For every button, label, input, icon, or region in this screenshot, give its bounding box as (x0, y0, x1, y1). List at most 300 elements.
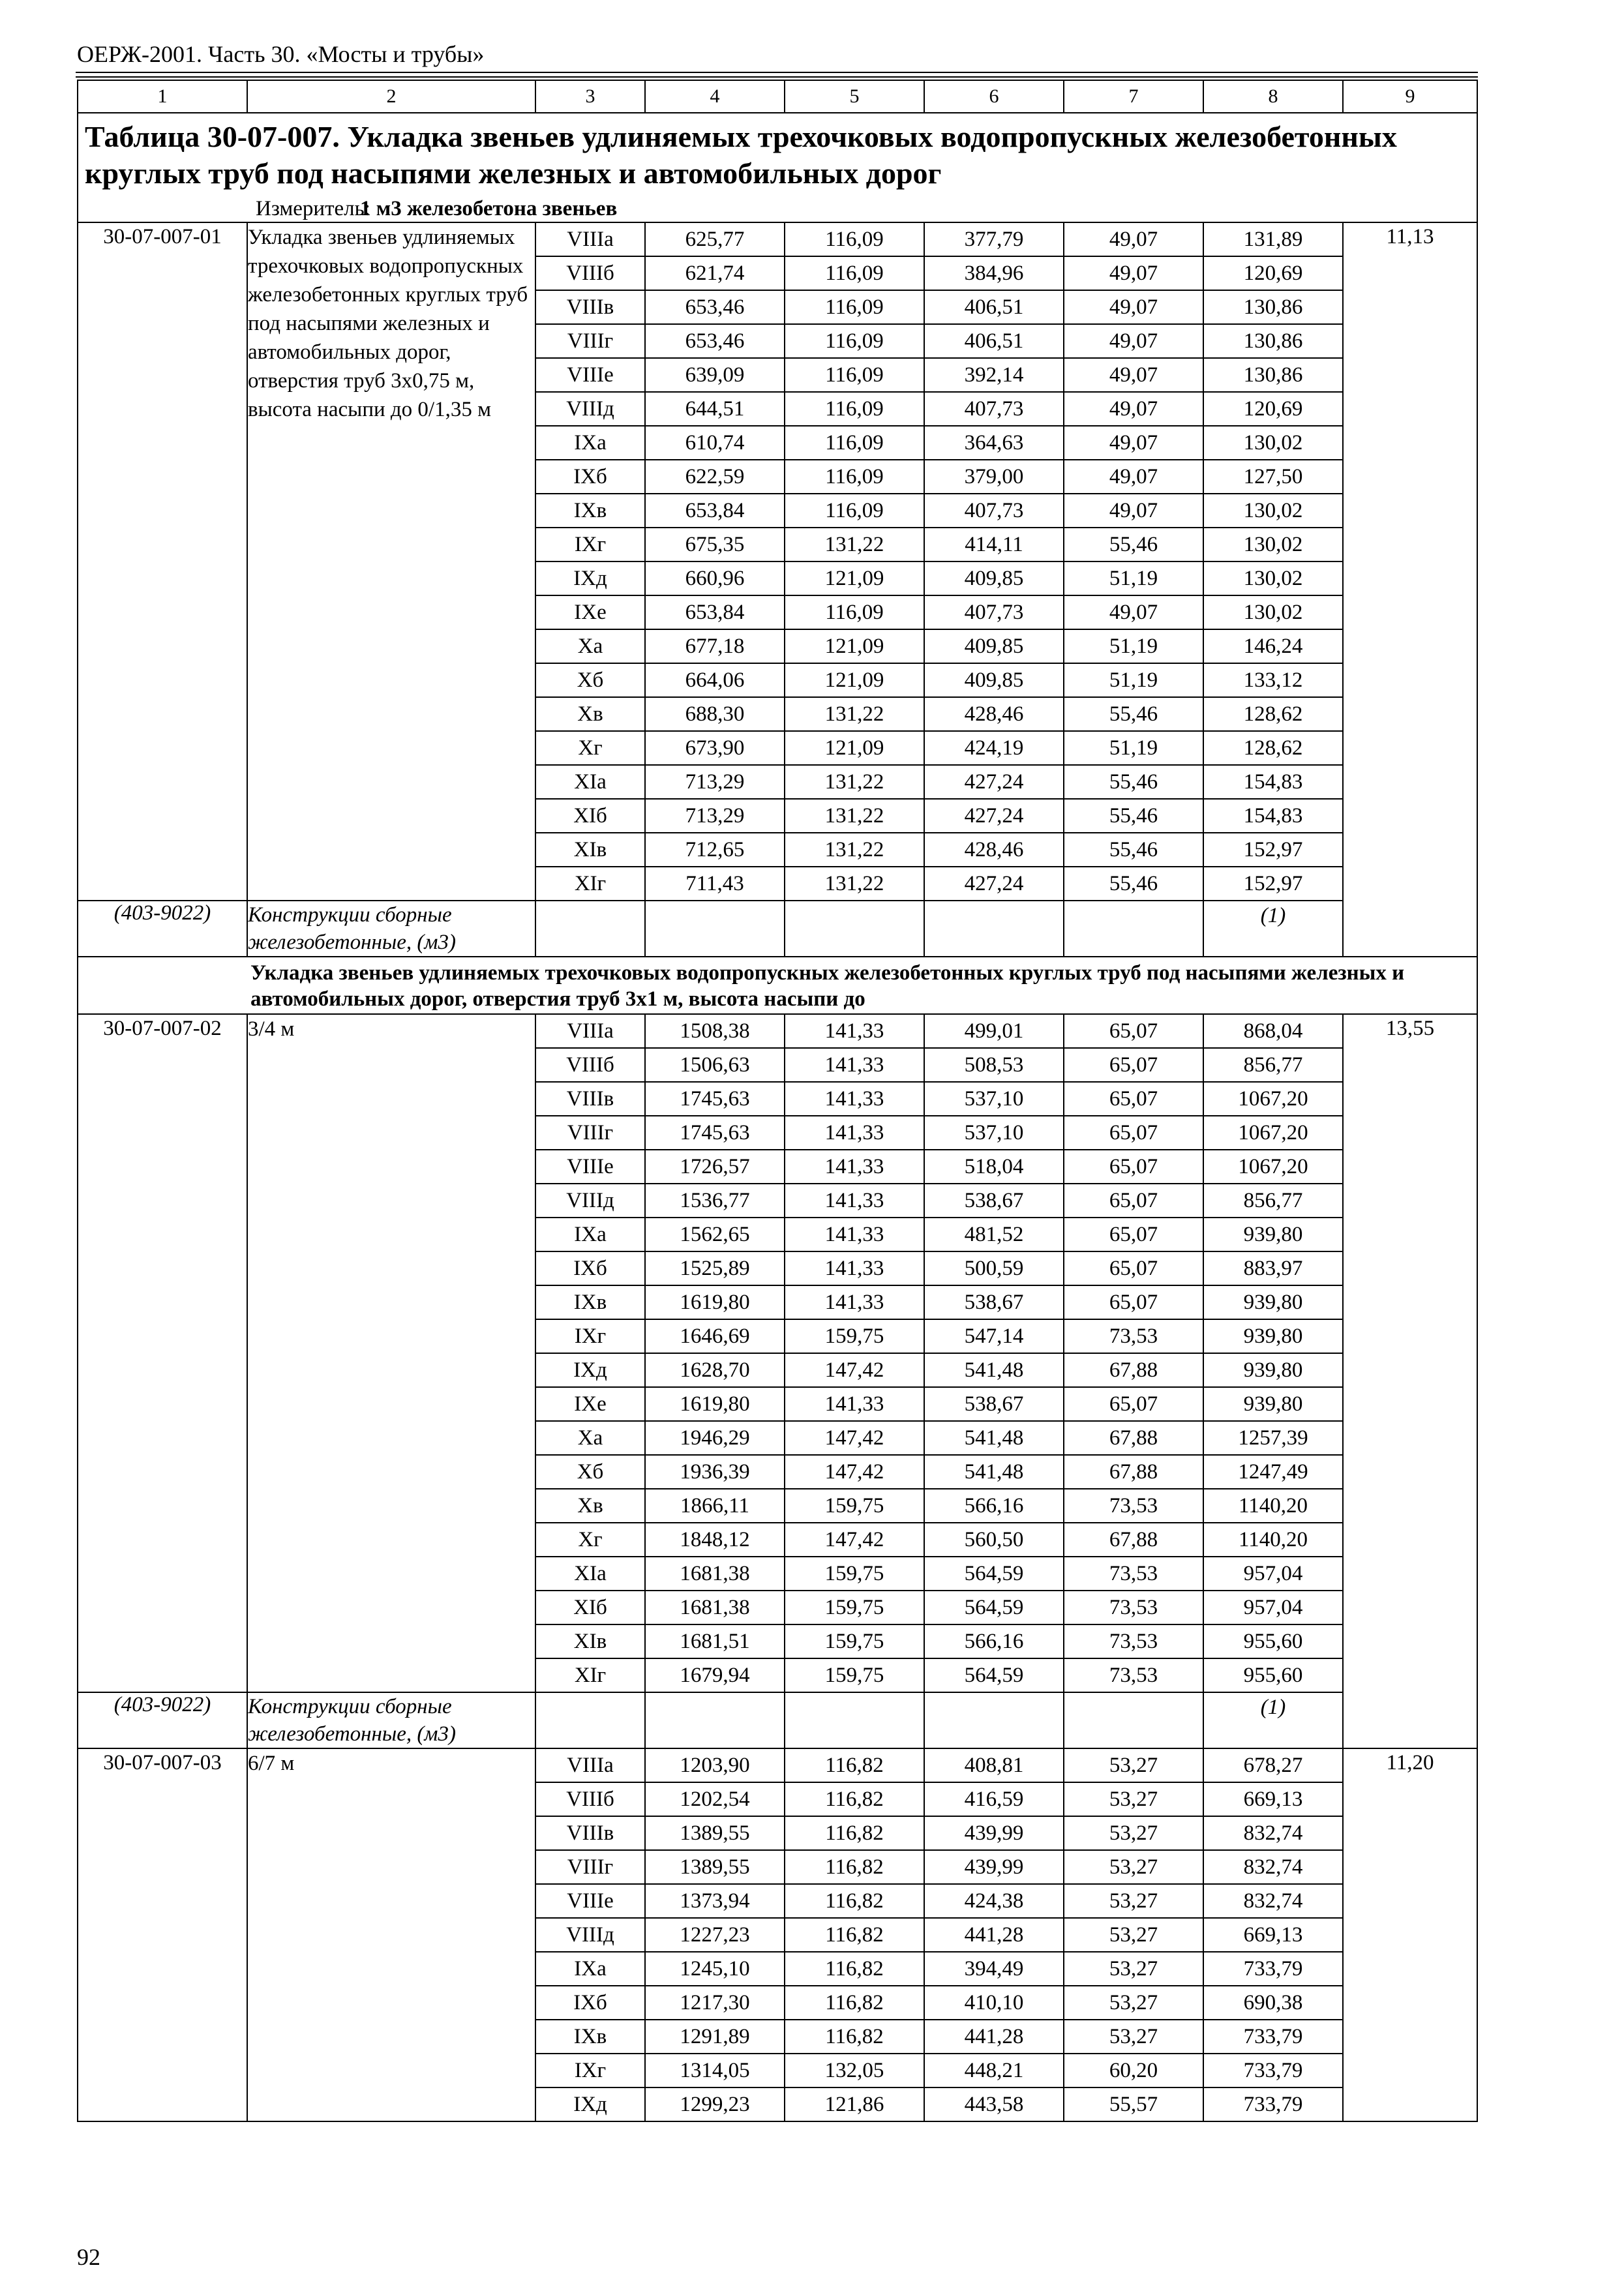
table-cell: 65,07 (1064, 1150, 1203, 1184)
table-cell: 147,42 (785, 1421, 924, 1455)
table-cell: 1217,30 (645, 1986, 785, 2020)
table-cell: XIв (535, 833, 645, 867)
table-cell: 141,33 (785, 1285, 924, 1319)
reference-code: (403-9022) (78, 1692, 247, 1748)
table-cell: 1745,63 (645, 1116, 785, 1150)
table-cell: 408,81 (924, 1748, 1064, 1782)
column-number: 3 (535, 80, 645, 113)
subtitle-cell (78, 957, 1477, 1014)
table-cell: XIб (535, 799, 645, 833)
table-cell: 116,82 (785, 1782, 924, 1816)
table-cell: 566,16 (924, 1624, 1064, 1658)
table-cell: 55,46 (1064, 833, 1203, 867)
table-cell: Xг (535, 731, 645, 765)
table-cell: 131,22 (785, 833, 924, 867)
table-cell: 1373,94 (645, 1884, 785, 1918)
rate-code: 30-07-007-02 (78, 1014, 247, 1692)
table-cell: 384,96 (924, 256, 1064, 290)
table-cell: 116,09 (785, 222, 924, 256)
table-cell: 141,33 (785, 1251, 924, 1285)
table-cell: 1257,39 (1203, 1421, 1343, 1455)
table-cell: 1299,23 (645, 2087, 785, 2121)
table-cell: 116,09 (785, 256, 924, 290)
table-cell: 1679,94 (645, 1658, 785, 1692)
table-cell: 1227,23 (645, 1918, 785, 1952)
table-cell: 130,02 (1203, 528, 1343, 561)
table-cell: 1619,80 (645, 1285, 785, 1319)
table-cell: 688,30 (645, 697, 785, 731)
table-cell: 159,75 (785, 1319, 924, 1353)
table-cell: 564,59 (924, 1557, 1064, 1591)
table-cell: 130,02 (1203, 561, 1343, 595)
table-cell: VIIIг (535, 324, 645, 358)
table-cell: 856,77 (1203, 1184, 1343, 1218)
table-cell: VIIIб (535, 1048, 645, 1082)
table-cell: 120,69 (1203, 256, 1343, 290)
table-cell: 1245,10 (645, 1952, 785, 1986)
table-cell: 116,82 (785, 1748, 924, 1782)
table-cell: 1646,69 (645, 1319, 785, 1353)
table-cell: 664,06 (645, 663, 785, 697)
table-cell: 733,79 (1203, 2054, 1343, 2087)
table-cell: 564,59 (924, 1591, 1064, 1624)
table-cell: 939,80 (1203, 1319, 1343, 1353)
table-cell: 407,73 (924, 392, 1064, 426)
table-cell: 690,38 (1203, 1986, 1343, 2020)
table-cell: 625,77 (645, 222, 785, 256)
table-cell: 518,04 (924, 1150, 1064, 1184)
table-cell: 131,89 (1203, 222, 1343, 256)
table-cell: 541,48 (924, 1421, 1064, 1455)
table-row (78, 1014, 1477, 1048)
table-cell: Xб (535, 1455, 645, 1489)
table-cell: XIа (535, 1557, 645, 1591)
table-cell: 537,10 (924, 1082, 1064, 1116)
table-cell: 406,51 (924, 324, 1064, 358)
page-header: ОЕРЖ-2001. Часть 30. «Мосты и трубы» (77, 41, 485, 67)
table-cell: 677,18 (645, 629, 785, 663)
table-cell: 1247,49 (1203, 1455, 1343, 1489)
table-title-cell (78, 113, 1477, 222)
table-cell: 939,80 (1203, 1285, 1343, 1319)
table-cell: 414,11 (924, 528, 1064, 561)
table-cell: 141,33 (785, 1014, 924, 1048)
table-cell: 121,09 (785, 629, 924, 663)
table-cell: 159,75 (785, 1658, 924, 1692)
table-cell: 49,07 (1064, 595, 1203, 629)
table-cell: 653,84 (645, 595, 785, 629)
table-cell: 121,09 (785, 663, 924, 697)
table-cell: 538,67 (924, 1285, 1064, 1319)
table-cell: 407,73 (924, 595, 1064, 629)
table-cell: 1848,12 (645, 1523, 785, 1557)
table-cell: 65,07 (1064, 1387, 1203, 1421)
reference-description: Конструкции сборные железобетонные, (м3) (247, 1692, 535, 1748)
table-cell: 51,19 (1064, 561, 1203, 595)
table-cell: 1389,55 (645, 1816, 785, 1850)
table-cell: 65,07 (1064, 1048, 1203, 1082)
table-cell: IXб (535, 1251, 645, 1285)
table-cell: 427,24 (924, 765, 1064, 799)
table-cell: VIIIд (535, 392, 645, 426)
table-cell: 541,48 (924, 1353, 1064, 1387)
table-cell: 49,07 (1064, 290, 1203, 324)
rates-table (77, 80, 1478, 2122)
table-cell: 1291,89 (645, 2020, 785, 2054)
table-cell: 537,10 (924, 1116, 1064, 1150)
table-cell: 65,07 (1064, 1116, 1203, 1150)
table-cell: 955,60 (1203, 1624, 1343, 1658)
table-cell: 73,53 (1064, 1489, 1203, 1523)
table-cell: 141,33 (785, 1387, 924, 1421)
reference-code: (403-9022) (78, 901, 247, 957)
table-title-row (78, 113, 1477, 222)
table-cell: IXв (535, 1285, 645, 1319)
reference-col8: (1) (1203, 1692, 1343, 1748)
table-cell: 131,22 (785, 697, 924, 731)
table-cell: 957,04 (1203, 1557, 1343, 1591)
table-cell: 73,53 (1064, 1658, 1203, 1692)
table-cell: VIIIг (535, 1850, 645, 1884)
table-cell: Xб (535, 663, 645, 697)
table-cell: XIа (535, 765, 645, 799)
table-cell: 130,86 (1203, 324, 1343, 358)
empty-cell (924, 901, 1064, 957)
table-cell: 508,53 (924, 1048, 1064, 1082)
table-cell: 67,88 (1064, 1523, 1203, 1557)
table-cell: 53,27 (1064, 1782, 1203, 1816)
table-cell: 1140,20 (1203, 1489, 1343, 1523)
empty-cell (535, 1692, 645, 1748)
table-cell: 733,79 (1203, 2020, 1343, 2054)
table-cell: 868,04 (1203, 1014, 1343, 1048)
table-cell: 547,14 (924, 1319, 1064, 1353)
column-number: 1 (78, 80, 247, 113)
table-cell: 406,51 (924, 290, 1064, 324)
rate-description (247, 1014, 535, 1692)
column-number: 7 (1064, 80, 1203, 113)
page-number: 92 (77, 2244, 100, 2270)
column-number-row (78, 80, 1477, 113)
table-cell: VIIIа (535, 1748, 645, 1782)
table-cell: VIIIв (535, 1816, 645, 1850)
table-cell: 55,57 (1064, 2087, 1203, 2121)
table-cell: 939,80 (1203, 1218, 1343, 1251)
table-cell: 55,46 (1064, 528, 1203, 561)
table-cell: 673,90 (645, 731, 785, 765)
rate-col9-value: 13,55 (1343, 1014, 1477, 1748)
table-cell: 883,97 (1203, 1251, 1343, 1285)
table-cell: 669,13 (1203, 1782, 1343, 1816)
table-cell: 955,60 (1203, 1658, 1343, 1692)
table-cell: 622,59 (645, 460, 785, 494)
table-cell: 65,07 (1064, 1082, 1203, 1116)
table-cell: IXб (535, 460, 645, 494)
table-cell: 55,46 (1064, 799, 1203, 833)
table-cell: 1525,89 (645, 1251, 785, 1285)
table-cell: 120,69 (1203, 392, 1343, 426)
table-cell: IXб (535, 1986, 645, 2020)
table-cell: VIIIа (535, 222, 645, 256)
table-cell: 832,74 (1203, 1850, 1343, 1884)
table-cell: 130,02 (1203, 595, 1343, 629)
table-cell: 410,10 (924, 1986, 1064, 2020)
table-cell: 448,21 (924, 2054, 1064, 2087)
table-cell: 377,79 (924, 222, 1064, 256)
reference-row (78, 901, 1477, 957)
table-cell: 131,22 (785, 765, 924, 799)
table-cell: VIIIб (535, 256, 645, 290)
table-cell: 154,83 (1203, 765, 1343, 799)
table-cell: 364,63 (924, 426, 1064, 460)
table-cell: 424,19 (924, 731, 1064, 765)
table-cell: 121,09 (785, 561, 924, 595)
rate-description-text: 6/7 м (248, 1752, 295, 1775)
rate-description-text: Укладка звеньев удлиняемых трехочковых водопропускных железобетонных круглых труб под насыпями железных и автомобильных дорог, отверстия труб 3х0,75 м, высота насыпи до 0/1,35 м (248, 226, 528, 421)
empty-cell (535, 901, 645, 957)
empty-cell (785, 1692, 924, 1748)
table-cell: 610,74 (645, 426, 785, 460)
table-cell: 49,07 (1064, 494, 1203, 528)
table-cell: VIIIе (535, 358, 645, 392)
table-cell: 116,82 (785, 1884, 924, 1918)
table-cell: 1946,29 (645, 1421, 785, 1455)
table-cell: 733,79 (1203, 2087, 1343, 2121)
table-cell: VIIIв (535, 290, 645, 324)
table-cell: IXд (535, 2087, 645, 2121)
table-cell: 566,16 (924, 1489, 1064, 1523)
table-cell: 116,09 (785, 324, 924, 358)
table-cell: 146,24 (1203, 629, 1343, 663)
table-cell: 1628,70 (645, 1353, 785, 1387)
table-body (78, 80, 1477, 2121)
table-cell: 131,22 (785, 528, 924, 561)
table-cell: 141,33 (785, 1184, 924, 1218)
table-cell: 416,59 (924, 1782, 1064, 1816)
table-cell: 669,13 (1203, 1918, 1343, 1952)
rate-code: 30-07-007-01 (78, 222, 247, 901)
table-cell: 73,53 (1064, 1624, 1203, 1658)
table-cell: 1866,11 (645, 1489, 785, 1523)
table-cell: 53,27 (1064, 1952, 1203, 1986)
table-cell: 711,43 (645, 867, 785, 901)
table-cell: VIIIа (535, 1014, 645, 1048)
header-rule (76, 76, 1478, 78)
table-cell: 116,82 (785, 1850, 924, 1884)
rate-col9-value: 11,13 (1343, 222, 1477, 957)
rate-description (247, 222, 535, 901)
table-cell: 67,88 (1064, 1455, 1203, 1489)
table-cell: 1936,39 (645, 1455, 785, 1489)
table-cell: IXв (535, 494, 645, 528)
table-cell: 49,07 (1064, 222, 1203, 256)
table-cell: 409,85 (924, 663, 1064, 697)
table-cell: 644,51 (645, 392, 785, 426)
table-cell: VIIIд (535, 1184, 645, 1218)
measure-label: Измеритель: (256, 197, 370, 220)
table-cell: 51,19 (1064, 731, 1203, 765)
table-cell: IXе (535, 1387, 645, 1421)
table-cell: 1067,20 (1203, 1082, 1343, 1116)
table-cell: 394,49 (924, 1952, 1064, 1986)
table-cell: 121,86 (785, 2087, 924, 2121)
table-cell: 560,50 (924, 1523, 1064, 1557)
table-cell: 53,27 (1064, 1748, 1203, 1782)
table-cell: 939,80 (1203, 1387, 1343, 1421)
table-cell: 443,58 (924, 2087, 1064, 2121)
table-cell: XIг (535, 867, 645, 901)
table-cell: IXа (535, 1952, 645, 1986)
table-cell: 51,19 (1064, 629, 1203, 663)
table-cell: 73,53 (1064, 1591, 1203, 1624)
table-row (78, 1748, 1477, 1782)
table-cell: 712,65 (645, 833, 785, 867)
table-cell: IXа (535, 1218, 645, 1251)
table-cell: 141,33 (785, 1048, 924, 1082)
table-cell: 407,73 (924, 494, 1064, 528)
table-cell: 939,80 (1203, 1353, 1343, 1387)
subtitle-row (78, 957, 1477, 1014)
table-cell: 538,67 (924, 1184, 1064, 1218)
table-cell: 1619,80 (645, 1387, 785, 1421)
table-cell: 51,19 (1064, 663, 1203, 697)
table-cell: 141,33 (785, 1082, 924, 1116)
table-cell: 392,14 (924, 358, 1064, 392)
table-cell: 130,86 (1203, 290, 1343, 324)
table-cell: 564,59 (924, 1658, 1064, 1692)
reference-col8: (1) (1203, 901, 1343, 957)
table-cell: 67,88 (1064, 1421, 1203, 1455)
table-cell: 116,09 (785, 290, 924, 324)
empty-cell (785, 901, 924, 957)
table-cell: 499,01 (924, 1014, 1064, 1048)
table-cell: 128,62 (1203, 697, 1343, 731)
table-cell: 856,77 (1203, 1048, 1343, 1082)
table-cell: 116,09 (785, 595, 924, 629)
table-cell: 147,42 (785, 1523, 924, 1557)
table-cell: 541,48 (924, 1455, 1064, 1489)
table-cell: 439,99 (924, 1816, 1064, 1850)
table-cell: 428,46 (924, 697, 1064, 731)
table-cell: 73,53 (1064, 1319, 1203, 1353)
table-cell: IXа (535, 426, 645, 460)
table-cell: 49,07 (1064, 324, 1203, 358)
table-cell: 1203,90 (645, 1748, 785, 1782)
empty-cell (924, 1692, 1064, 1748)
table-cell: 653,46 (645, 290, 785, 324)
table-cell: 133,12 (1203, 663, 1343, 697)
table-cell: 427,24 (924, 799, 1064, 833)
table-title: Таблица 30-07-007. Укладка звеньев удлиняемых трехочковых водопропускных железобетонных круглых труб под насыпями железных и автомобильных дорог (85, 120, 1397, 190)
table-cell: 621,74 (645, 256, 785, 290)
table-cell: 159,75 (785, 1489, 924, 1523)
table-cell: 713,29 (645, 799, 785, 833)
table-cell: 73,53 (1064, 1557, 1203, 1591)
table-cell: 65,07 (1064, 1014, 1203, 1048)
table-cell: 116,82 (785, 1816, 924, 1850)
empty-cell (1064, 1692, 1203, 1748)
table-cell: IXд (535, 1353, 645, 1387)
table-cell: 1681,38 (645, 1591, 785, 1624)
table-cell: 116,82 (785, 2020, 924, 2054)
table-cell: 49,07 (1064, 358, 1203, 392)
table-cell: IXг (535, 1319, 645, 1353)
table-cell: 132,05 (785, 2054, 924, 2087)
table-cell: Xа (535, 629, 645, 663)
table-cell: 53,27 (1064, 1986, 1203, 2020)
rate-description (247, 1748, 535, 2121)
table-cell: 439,99 (924, 1850, 1064, 1884)
table-cell: 65,07 (1064, 1285, 1203, 1319)
table-cell: 678,27 (1203, 1748, 1343, 1782)
table-cell: 116,09 (785, 426, 924, 460)
table-cell: 53,27 (1064, 1850, 1203, 1884)
table-cell: 53,27 (1064, 1884, 1203, 1918)
table-cell: 379,00 (924, 460, 1064, 494)
table-cell: VIIIг (535, 1116, 645, 1150)
table-cell: 832,74 (1203, 1884, 1343, 1918)
table-cell: VIIIд (535, 1918, 645, 1952)
table-cell: VIIIв (535, 1082, 645, 1116)
table-cell: 1536,77 (645, 1184, 785, 1218)
table-cell: 1202,54 (645, 1782, 785, 1816)
table-cell: 653,84 (645, 494, 785, 528)
table-cell: 441,28 (924, 1918, 1064, 1952)
column-number: 5 (785, 80, 924, 113)
table-cell: 639,09 (645, 358, 785, 392)
table-cell: 53,27 (1064, 1918, 1203, 1952)
table-cell: XIг (535, 1658, 645, 1692)
table-cell: 1745,63 (645, 1082, 785, 1116)
table-cell: IXг (535, 2054, 645, 2087)
table-cell: VIIIе (535, 1150, 645, 1184)
table-cell: 60,20 (1064, 2054, 1203, 2087)
empty-cell (645, 901, 785, 957)
table-cell: 65,07 (1064, 1218, 1203, 1251)
table-cell: VIIIе (535, 1884, 645, 1918)
table-cell: 116,09 (785, 494, 924, 528)
table-cell: 154,83 (1203, 799, 1343, 833)
table-cell: Xв (535, 1489, 645, 1523)
table-cell: 141,33 (785, 1150, 924, 1184)
table-cell: 713,29 (645, 765, 785, 799)
section-subtitle: Укладка звеньев удлиняемых трехочковых водопропускных железобетонных круглых труб под насыпями железных и автомобильных дорог, отверстия труб 3х1 м, высота насыпи до (250, 961, 1405, 1011)
table-cell: Xв (535, 697, 645, 731)
table-cell: 116,09 (785, 392, 924, 426)
table-cell: 65,07 (1064, 1184, 1203, 1218)
table-cell: 130,86 (1203, 358, 1343, 392)
table-cell: 49,07 (1064, 392, 1203, 426)
table-cell: 733,79 (1203, 1952, 1343, 1986)
table-cell: VIIIб (535, 1782, 645, 1816)
rate-description-text: 3/4 м (248, 1017, 295, 1041)
table-cell: 116,82 (785, 1918, 924, 1952)
table-cell: 55,46 (1064, 765, 1203, 799)
table-cell: 159,75 (785, 1624, 924, 1658)
table-cell: 1681,38 (645, 1557, 785, 1591)
table-cell: Xа (535, 1421, 645, 1455)
rate-code: 30-07-007-03 (78, 1748, 247, 2121)
table-cell: 152,97 (1203, 867, 1343, 901)
table-cell: 116,09 (785, 358, 924, 392)
table-cell: 128,62 (1203, 731, 1343, 765)
table-cell: 1140,20 (1203, 1523, 1343, 1557)
column-number: 2 (247, 80, 535, 113)
table-cell: 152,97 (1203, 833, 1343, 867)
table-cell: 957,04 (1203, 1591, 1343, 1624)
table-cell: 660,96 (645, 561, 785, 595)
column-number: 8 (1203, 80, 1343, 113)
